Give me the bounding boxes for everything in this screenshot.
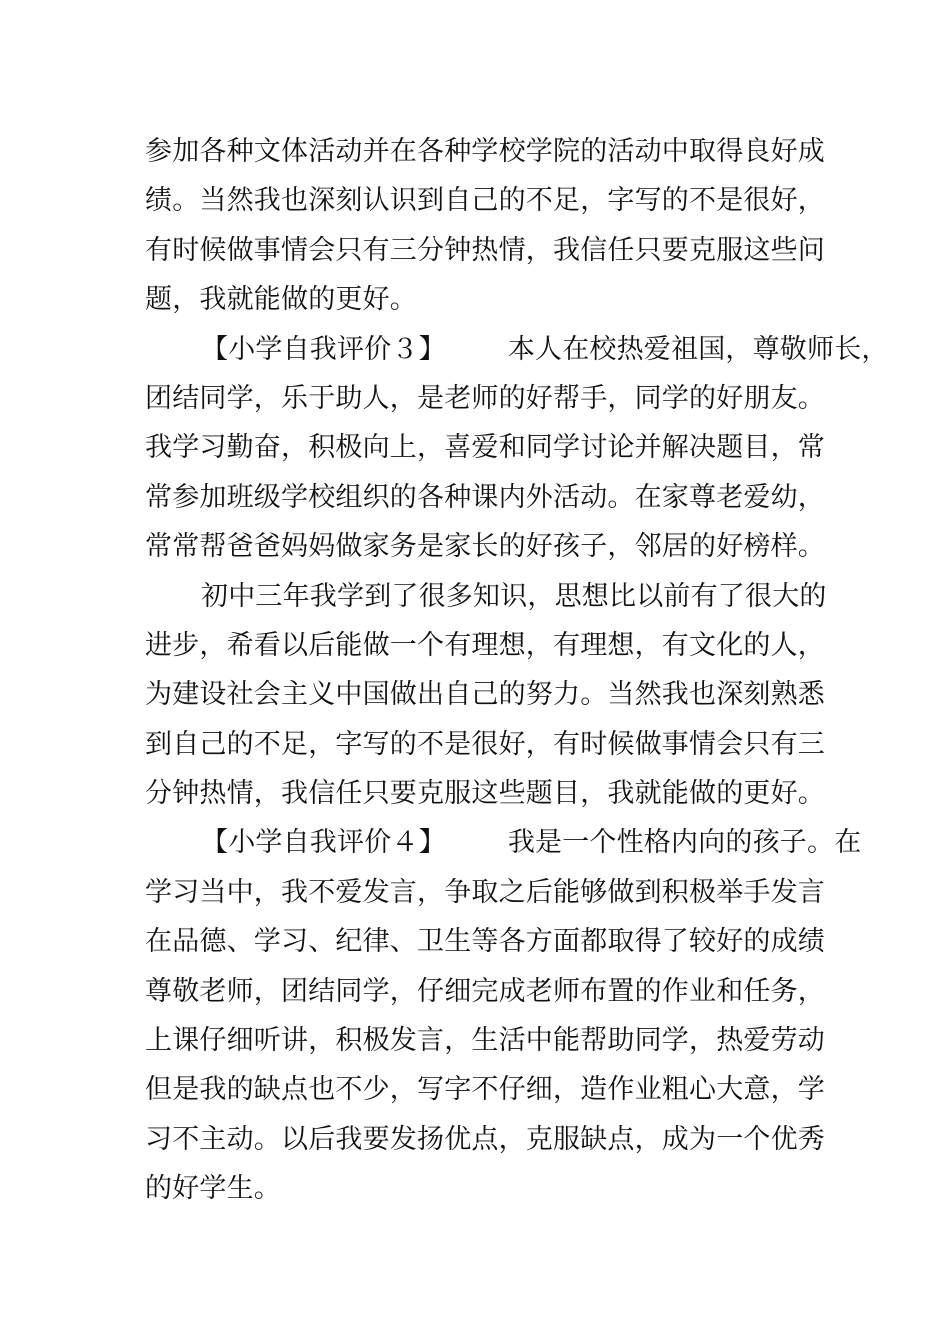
- paragraph-line: 学习当中，我不爱发言，争取之后能够做到积极举手发言: [145, 876, 825, 908]
- paragraph-line: 团结同学，乐于助人，是老师的好帮手，同学的好朋友。: [145, 382, 825, 414]
- paragraph-line: 常参加班级学校组织的各种课内外活动。在家尊老爱幼，: [145, 481, 825, 513]
- paragraph-line: 在品德、学习、纪律、卫生等各方面都取得了较好的成绩: [145, 926, 825, 958]
- section-4-heading: 【小学自我评价４】: [201, 827, 446, 859]
- paragraph-line: 题，我就能做的更好。: [145, 284, 417, 316]
- document-body: [145, 127, 889, 1214]
- paragraph-line: 我学习勤奋，积极向上，喜爱和同学讨论并解决题目，常: [145, 432, 825, 464]
- paragraph-line: 但是我的缺点也不少，写字不仔细，造作业粗心大意，学: [145, 1074, 825, 1106]
- section-4-first-line: [145, 818, 862, 867]
- paragraph-line: 上课仔细听讲，积极发言，生活中能帮助同学，热爱劳动: [145, 1025, 825, 1057]
- paragraph-line: 的好学生。: [145, 1173, 281, 1205]
- paragraph-line: 绩。当然我也深刻认识到自己的不足，字写的不是很好，: [145, 185, 825, 217]
- paragraph-line: 习不主动。以后我要发扬优点，克服缺点，成为一个优秀: [145, 1123, 825, 1155]
- paragraph-line: 尊敬老师，团结同学，仔细完成老师布置的作业和任务，: [145, 975, 825, 1007]
- section-3-heading: 【小学自我评价３】: [201, 333, 446, 365]
- paragraph-line: 进步，希看以后能做一个有理想，有理想，有文化的人，: [145, 629, 825, 661]
- paragraph-line: 到自己的不足，字写的不是很好，有时候做事情会只有三: [145, 728, 825, 760]
- paragraph-first-line: 初中三年我学到了很多知识，思想比以前有了很大的: [201, 580, 827, 612]
- paragraph-line: 参加各种文体活动并在各种学校学院的活动中取得良好成: [145, 136, 825, 167]
- section-3-text: 本人在校热爱祖国，尊敬师长，: [507, 333, 889, 365]
- section-3-first-line: [145, 325, 889, 374]
- paragraph-line: 分钟热情，我信任只要克服这些题目，我就能做的更好。: [145, 778, 825, 810]
- paragraph-line: 为建设社会主义中国做出自己的努力。当然我也深刻熟悉: [145, 679, 825, 711]
- paragraph-line: 常常帮爸爸妈妈做家务是家长的好孩子，邻居的好榜样。: [145, 531, 825, 563]
- section-4-text: 我是一个性格内向的孩子。在: [507, 827, 862, 859]
- paragraph-line: 有时候做事情会只有三分钟热情，我信任只要克服这些问: [145, 234, 825, 266]
